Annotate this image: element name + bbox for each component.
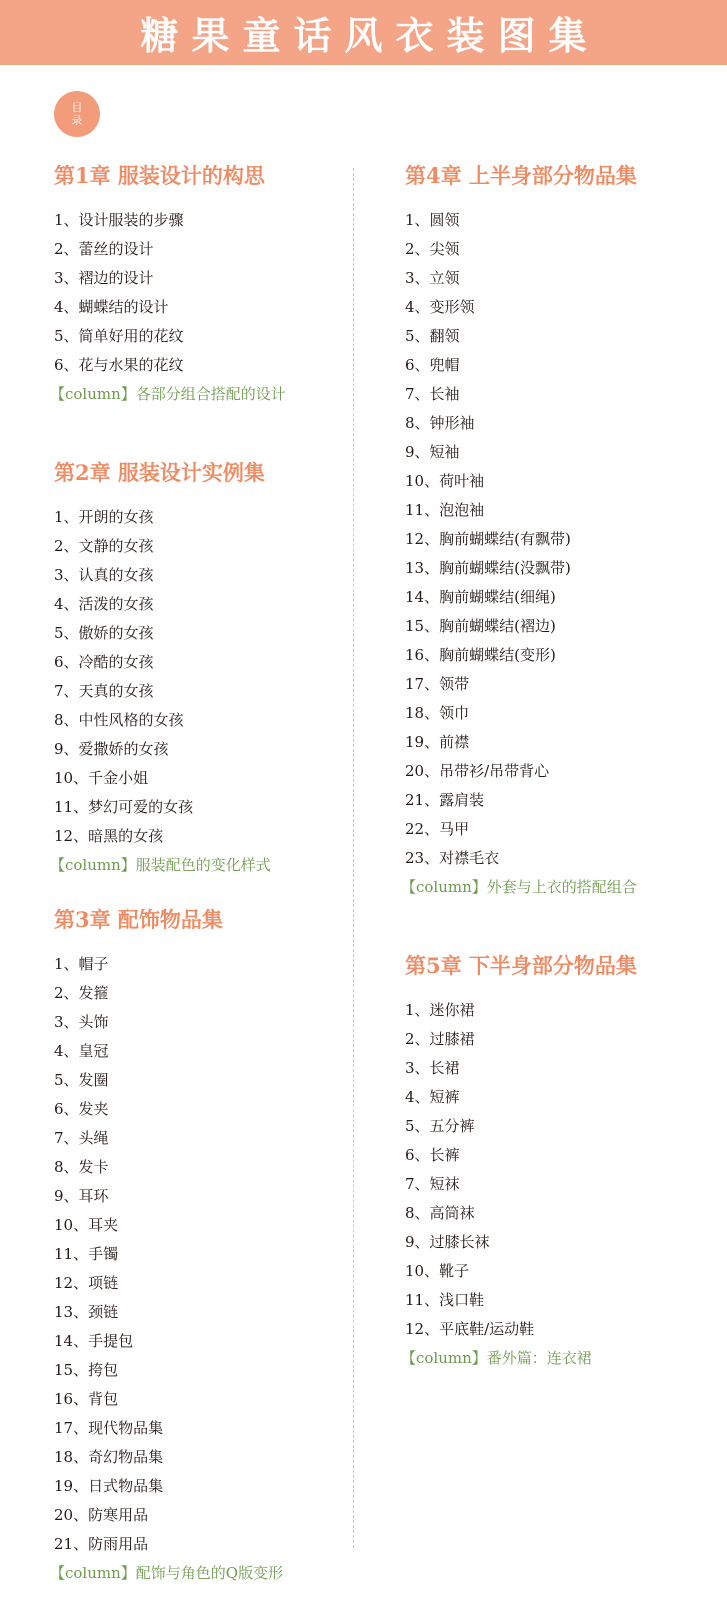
chapter	[401, 162, 715, 902]
column-note: 【column】各部分组合搭配的设计	[50, 385, 286, 403]
toc-item: 10、靴子	[405, 1262, 470, 1280]
toc-item: 13、颈链	[54, 1303, 119, 1321]
toc-item: 5、五分裤	[405, 1117, 475, 1135]
toc-item: 17、现代物品集	[54, 1419, 164, 1437]
toc-item: 5、发圈	[54, 1071, 109, 1089]
toc-item: 1、帽子	[54, 955, 109, 973]
chapter-item-list	[54, 206, 344, 380]
toc-item: 3、长裙	[405, 1059, 460, 1077]
toc-item: 8、中性风格的女孩	[54, 711, 184, 729]
toc-item: 9、爱撒娇的女孩	[54, 740, 169, 758]
toc-item: 4、变形领	[405, 298, 475, 316]
toc-item: 1、圆领	[405, 211, 460, 229]
toc-item: 4、蝴蝶结的设计	[54, 298, 169, 316]
toc-item: 12、平底鞋/运动鞋	[405, 1320, 535, 1338]
toc-item: 21、露肩装	[405, 791, 485, 809]
toc-item: 4、皇冠	[54, 1042, 109, 1060]
toc-item: 18、奇幻物品集	[54, 1448, 164, 1466]
toc-item: 8、钟形袖	[405, 414, 475, 432]
toc-item: 10、千金小姐	[54, 769, 149, 787]
toc-item: 14、胸前蝴蝶结(细绳)	[405, 588, 556, 606]
chapter-title: 第4章 上半身部分物品集	[405, 163, 637, 188]
chapter-title: 第1章 服装设计的构思	[54, 163, 265, 188]
toc-item: 7、天真的女孩	[54, 682, 154, 700]
column-note: 【column】配饰与角色的Q版变形	[50, 1564, 284, 1582]
spacer	[54, 409, 344, 459]
title-banner	[0, 0, 727, 65]
toc-item: 1、开朗的女孩	[54, 508, 154, 526]
column-note: 【column】外套与上衣的搭配组合	[401, 878, 637, 896]
toc-item: 17、领带	[405, 675, 470, 693]
chapter-title: 第2章 服装设计实例集	[54, 460, 265, 485]
toc-item: 6、花与水果的花纹	[54, 356, 184, 374]
toc-item: 21、防雨用品	[54, 1535, 149, 1553]
toc-item: 12、暗黑的女孩	[54, 827, 164, 845]
toc-item: 15、胸前蝴蝶结(褶边)	[405, 617, 556, 635]
chapter	[50, 906, 344, 1588]
toc-badge-line1: 目	[71, 101, 83, 114]
toc-item: 2、蕾丝的设计	[54, 240, 154, 258]
toc-item: 5、简单好用的花纹	[54, 327, 184, 345]
chapter-title: 第5章 下半身部分物品集	[405, 953, 637, 978]
toc-item: 9、短袖	[405, 443, 460, 461]
toc-item: 2、文静的女孩	[54, 537, 154, 555]
toc-badge-line2: 录	[71, 114, 83, 127]
toc-item: 7、长袖	[405, 385, 460, 403]
toc-item: 16、背包	[54, 1390, 119, 1408]
column-divider	[353, 168, 354, 1548]
toc-item: 18、领巾	[405, 704, 470, 722]
toc-item: 2、尖领	[405, 240, 460, 258]
spacer	[54, 880, 344, 906]
toc-item: 4、短裤	[405, 1088, 460, 1106]
page-title: 糖果童话风衣装图集	[140, 13, 600, 58]
toc-item: 11、浅口鞋	[405, 1291, 485, 1309]
toc-item: 11、梦幻可爱的女孩	[54, 798, 194, 816]
chapter-item-list	[54, 503, 344, 851]
toc-right-column	[401, 162, 715, 1373]
toc-item: 16、胸前蝴蝶结(变形)	[405, 646, 556, 664]
toc-badge	[54, 91, 100, 137]
toc-left-column	[50, 162, 344, 1588]
toc-item: 3、头饰	[54, 1013, 109, 1031]
column-note: 【column】番外篇：连衣裙	[401, 1349, 592, 1367]
toc-item: 6、兜帽	[405, 356, 460, 374]
toc-item: 11、手镯	[54, 1245, 119, 1263]
toc-item: 9、过膝长袜	[405, 1233, 490, 1251]
toc-item: 3、认真的女孩	[54, 566, 154, 584]
toc-item: 6、长裤	[405, 1146, 460, 1164]
toc-item: 6、发夹	[54, 1100, 109, 1118]
toc-item: 1、迷你裙	[405, 1001, 475, 1019]
toc-item: 23、对襟毛衣	[405, 849, 500, 867]
chapter	[50, 459, 344, 880]
toc-item: 12、胸前蝴蝶结(有飘带)	[405, 530, 571, 548]
toc-item: 5、翻领	[405, 327, 460, 345]
toc-item: 22、马甲	[405, 820, 470, 838]
spacer	[405, 902, 715, 952]
toc-item: 20、防寒用品	[54, 1506, 149, 1524]
toc-item: 11、泡泡袖	[405, 501, 485, 519]
chapter-title: 第3章 配饰物品集	[54, 907, 223, 932]
chapter	[401, 952, 715, 1373]
toc-item: 19、前襟	[405, 733, 470, 751]
toc-item: 8、高筒袜	[405, 1204, 475, 1222]
toc-item: 1、设计服装的步骤	[54, 211, 184, 229]
toc-item: 3、褶边的设计	[54, 269, 154, 287]
column-note: 【column】服装配色的变化样式	[50, 856, 271, 874]
toc-item: 19、日式物品集	[54, 1477, 164, 1495]
toc-item: 15、挎包	[54, 1361, 119, 1379]
chapter-item-list	[54, 950, 344, 1559]
toc-item: 13、胸前蝴蝶结(没飘带)	[405, 559, 571, 577]
toc-item: 3、立领	[405, 269, 460, 287]
toc-item: 12、项链	[54, 1274, 119, 1292]
toc-item: 20、吊带衫/吊带背心	[405, 762, 550, 780]
toc-item: 5、傲娇的女孩	[54, 624, 154, 642]
toc-item: 2、过膝裙	[405, 1030, 475, 1048]
toc-item: 8、发卡	[54, 1158, 109, 1176]
chapter-item-list	[405, 206, 715, 873]
toc-item: 14、手提包	[54, 1332, 134, 1350]
toc-item: 4、活泼的女孩	[54, 595, 154, 613]
toc-item: 7、头绳	[54, 1129, 109, 1147]
chapter	[50, 162, 344, 409]
toc-item: 7、短袜	[405, 1175, 460, 1193]
toc-item: 9、耳环	[54, 1187, 109, 1205]
toc-item: 6、冷酷的女孩	[54, 653, 154, 671]
toc-item: 10、荷叶袖	[405, 472, 485, 490]
toc-item: 2、发箍	[54, 984, 109, 1002]
chapter-item-list	[405, 996, 715, 1344]
toc-item: 10、耳夹	[54, 1216, 119, 1234]
